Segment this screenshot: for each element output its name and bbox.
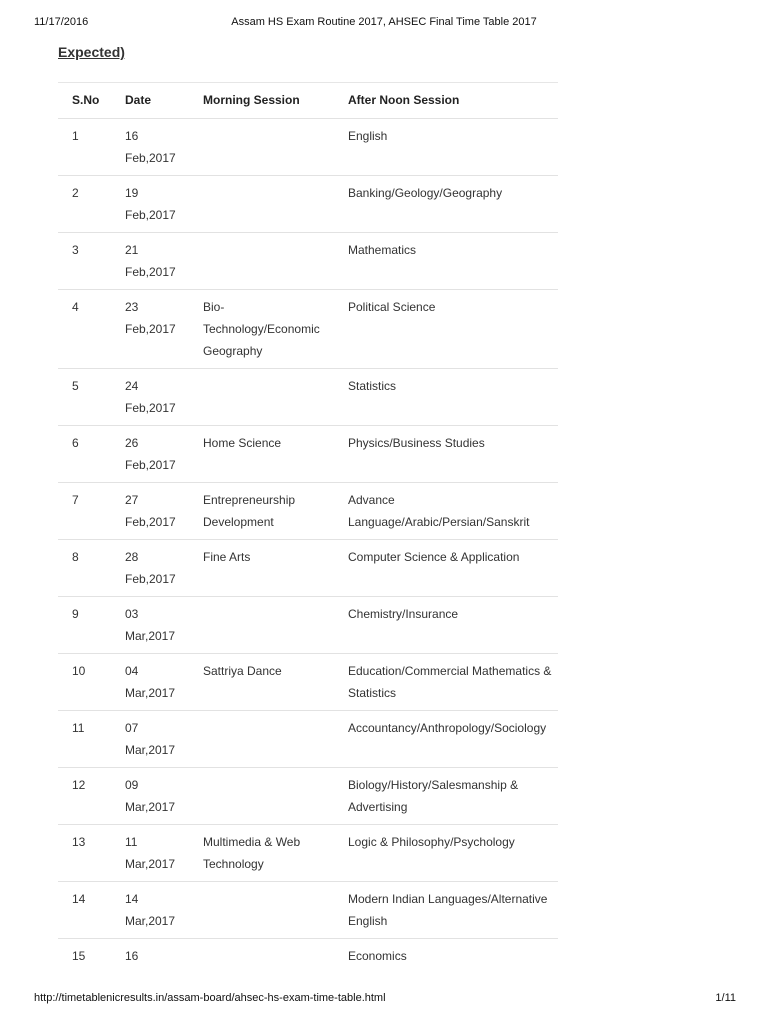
cell-morning-session [189,939,334,974]
cell-date: 21 Feb,2017 [111,233,189,290]
cell-sno: 10 [58,654,111,711]
table-row [58,540,558,597]
print-date: 11/17/2016 [34,16,89,28]
cell-date: 24 Feb,2017 [111,369,189,426]
cell-sno: 5 [58,369,111,426]
cell-sno: 3 [58,233,111,290]
source-url: http://timetablenicresults.in/assam-board/ahsec-hs-exam-time-table.html [34,992,386,1004]
cell-morning-session: Multimedia & Web Technology [189,825,334,882]
table-header-row [58,83,558,119]
cell-sno: 7 [58,483,111,540]
table-row [58,426,558,483]
cell-date: 11 Mar,2017 [111,825,189,882]
cell-morning-session [189,711,334,768]
cell-date: 04 Mar,2017 [111,654,189,711]
cell-date: 14 Mar,2017 [111,882,189,939]
table-row [58,176,558,233]
cell-date: 16 [111,939,189,974]
table-body [58,119,558,974]
table-row [58,825,558,882]
cell-afternoon-session: Accountancy/Anthropology/Sociology [334,711,558,768]
cell-morning-session [189,768,334,825]
cell-date: 27 Feb,2017 [111,483,189,540]
cell-morning-session [189,233,334,290]
table-row [58,119,558,176]
cell-afternoon-session: English [334,119,558,176]
cell-sno: 12 [58,768,111,825]
cell-sno: 4 [58,290,111,369]
table-row [58,483,558,540]
cell-afternoon-session: Mathematics [334,233,558,290]
cell-sno: 6 [58,426,111,483]
cell-morning-session: Sattriya Dance [189,654,334,711]
cell-morning-session [189,882,334,939]
cell-afternoon-session: Education/Commercial Mathematics & Statistics [334,654,558,711]
cell-afternoon-session: Economics [334,939,558,974]
cell-sno: 11 [58,711,111,768]
cell-sno: 14 [58,882,111,939]
page-header [0,16,768,32]
cell-afternoon-session: Statistics [334,369,558,426]
cell-morning-session: Fine Arts [189,540,334,597]
cell-afternoon-session: Political Science [334,290,558,369]
cell-sno: 9 [58,597,111,654]
page-footer [0,992,768,1008]
cell-sno: 2 [58,176,111,233]
table-row [58,768,558,825]
column-header-afternoon: After Noon Session [334,83,558,119]
cell-morning-session: Home Science [189,426,334,483]
cell-morning-session: Entrepreneurship Development [189,483,334,540]
exam-routine-table [58,82,558,973]
table-row [58,597,558,654]
cell-afternoon-session: Advance Language/Arabic/Persian/Sanskrit [334,483,558,540]
column-header-date: Date [111,83,189,119]
cell-date: 19 Feb,2017 [111,176,189,233]
cell-sno: 1 [58,119,111,176]
table-row [58,939,558,974]
cell-afternoon-session: Physics/Business Studies [334,426,558,483]
table-row [58,369,558,426]
cell-morning-session [189,176,334,233]
cell-sno: 15 [58,939,111,974]
table-row [58,654,558,711]
cell-date: 03 Mar,2017 [111,597,189,654]
column-header-morning: Morning Session [189,83,334,119]
table-row [58,290,558,369]
cell-afternoon-session: Chemistry/Insurance [334,597,558,654]
cell-morning-session [189,597,334,654]
table-row [58,711,558,768]
cell-morning-session [189,119,334,176]
cell-sno: 8 [58,540,111,597]
cell-afternoon-session: Biology/History/Salesmanship & Advertising [334,768,558,825]
cell-morning-session [189,369,334,426]
cell-date: 23 Feb,2017 [111,290,189,369]
cell-afternoon-session: Logic & Philosophy/Psychology [334,825,558,882]
cell-morning-session: Bio-Technology/Economic Geography [189,290,334,369]
section-subtitle: Expected) [58,44,125,60]
cell-sno: 13 [58,825,111,882]
cell-date: 28 Feb,2017 [111,540,189,597]
cell-date: 09 Mar,2017 [111,768,189,825]
cell-afternoon-session: Banking/Geology/Geography [334,176,558,233]
column-header-sno: S.No [58,83,111,119]
table-row [58,233,558,290]
cell-afternoon-session: Modern Indian Languages/Alternative English [334,882,558,939]
page-number: 1/11 [715,992,736,1004]
page-title: Assam HS Exam Routine 2017, AHSEC Final Time Table 2017 [231,16,537,28]
cell-afternoon-session: Computer Science & Application [334,540,558,597]
cell-date: 26 Feb,2017 [111,426,189,483]
cell-date: 07 Mar,2017 [111,711,189,768]
table-row [58,882,558,939]
cell-date: 16 Feb,2017 [111,119,189,176]
